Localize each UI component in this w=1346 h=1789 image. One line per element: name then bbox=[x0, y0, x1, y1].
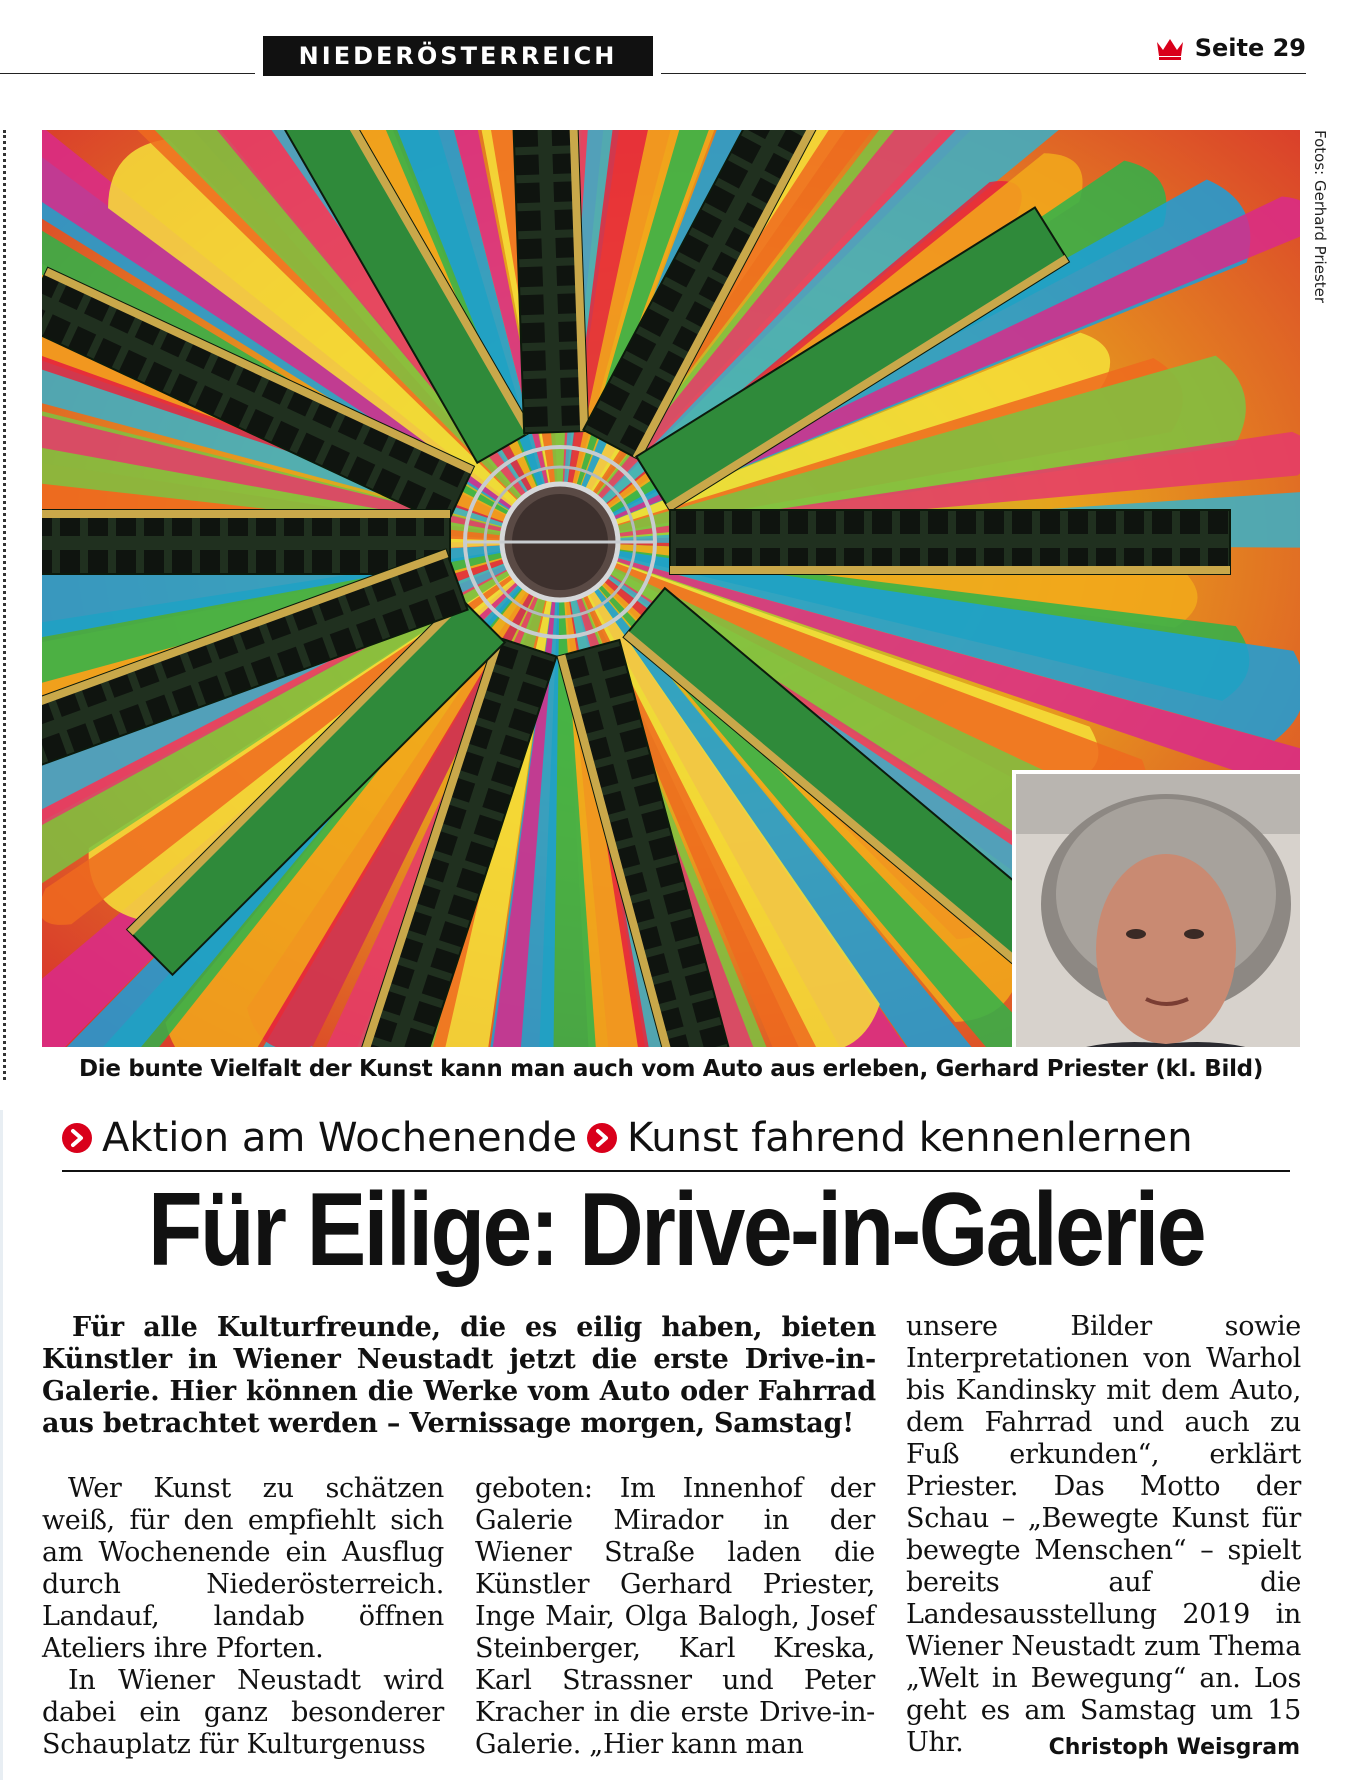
body-paragraph: In Wiener Neustadt wird dabei ein ganz besonderer Schauplatz für Kulturgenuss bbox=[42, 1665, 444, 1760]
body-column-1 bbox=[42, 1473, 444, 1761]
memory-module bbox=[670, 510, 1230, 574]
body-column-3 bbox=[906, 1311, 1301, 1759]
headline: Für Eilige: Drive-in-Galerie bbox=[148, 1172, 1204, 1288]
kicker-line bbox=[62, 1115, 1290, 1161]
page-label: Seite 29 bbox=[1194, 34, 1306, 62]
header-rule-left bbox=[0, 73, 255, 74]
margin-shade bbox=[0, 1110, 3, 1780]
author-byline: Christoph Weisgram bbox=[1048, 1735, 1300, 1760]
kicker-item-2: Kunst fahrend kennenlernen bbox=[627, 1115, 1193, 1161]
body-column-2 bbox=[475, 1473, 875, 1761]
chevron-right-icon bbox=[62, 1123, 92, 1153]
crown-icon bbox=[1155, 36, 1185, 60]
memory-module bbox=[42, 510, 450, 574]
margin-guide bbox=[3, 130, 6, 1080]
body-paragraph: unsere Bilder sowie Interpretationen von Warhol bis Kandinsky mit dem Auto, dem Fahrrad und auch zu Fuß erkunden“, erklärt Priester. Das Motto der Schau – „Bewegte Kunst für bewegte Menschen“ – spielt bereits auf die Landesausstellung 2019 in Wiener Neustadt zum Thema „Welt in Bewegung“ an. Los geht es am Samstag um 15 Uhr. bbox=[906, 1311, 1301, 1758]
portrait-inset bbox=[1012, 770, 1300, 1047]
body-paragraph: Wer Kunst zu schätzen weiß, für den empfiehlt sich am Wochenende ein Ausflug durch Niederösterreich. Landauf, landab öffnen Ateliers ihre Pforten. bbox=[42, 1473, 444, 1664]
section-label: NIEDERÖSTERREICH bbox=[263, 36, 653, 76]
lead-paragraph: Für alle Kulturfreunde, die es eilig haben, bieten Künstler in Wiener Neustadt jetzt die erste Drive-in-Galerie. Hier können die Werke vom Auto oder Fahrrad aus betrachtet werden – Vernissage morgen, Samstag! bbox=[42, 1312, 876, 1439]
body-paragraph: geboten: Im Innenhof der Galerie Mirador in der Wiener Straße laden die Künstler Gerhard Priester, Inge Mair, Olga Balogh, Josef Steinberger, Karl Kreska, Karl Strassner und Peter Kracher in die erste Drive-in-Galerie. „Hier kann man bbox=[475, 1473, 875, 1760]
header-rule-right bbox=[661, 73, 1306, 74]
main-photo bbox=[42, 130, 1300, 1047]
page-number bbox=[1155, 34, 1306, 62]
kicker-item-1: Aktion am Wochenende bbox=[102, 1115, 577, 1161]
photo-caption: Die bunte Vielfalt der Kunst kann man auch vom Auto aus erleben, Gerhard Priester (kl. Bild) bbox=[78, 1056, 1264, 1082]
chevron-right-icon bbox=[587, 1123, 617, 1153]
